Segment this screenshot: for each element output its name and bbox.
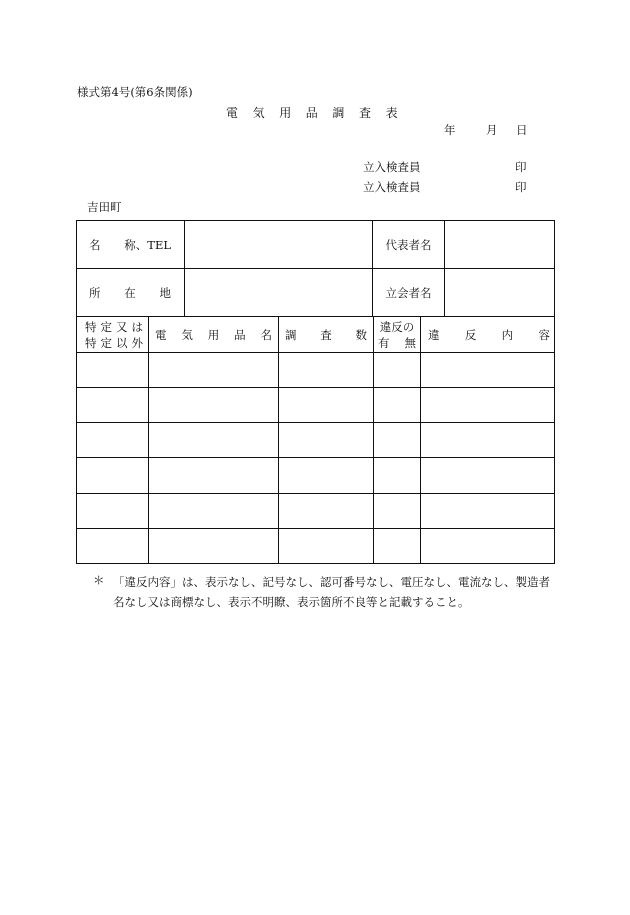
col-product-name-header: 電 気 用 品 名 bbox=[155, 327, 272, 342]
table-rule bbox=[373, 316, 374, 563]
note-mark: ＊ bbox=[93, 573, 105, 587]
seal-mark-1: 印 bbox=[515, 160, 527, 174]
inspector-label-2: 立入検査員 bbox=[363, 180, 421, 194]
document-title: 電気用品調査表 bbox=[226, 106, 413, 120]
witness-label: 立会者名 bbox=[385, 285, 432, 300]
table-rule bbox=[444, 221, 445, 316]
note-text: 「違反内容」は、表示なし、記号なし、認可番号なし、電圧なし、電流なし、製造者名なし又は商標なし、表示不明瞭、表示箇所不良等と記載すること。 bbox=[113, 575, 550, 609]
date-month: 月 bbox=[486, 123, 498, 137]
town-name: 吉田町 bbox=[87, 200, 122, 214]
date-day: 日 bbox=[516, 123, 528, 137]
table-rule bbox=[420, 316, 421, 563]
survey-table bbox=[76, 220, 555, 564]
table-rule bbox=[148, 316, 149, 563]
date-line bbox=[444, 122, 528, 138]
seal-mark-2: 印 bbox=[515, 180, 527, 194]
date-year: 年 bbox=[444, 123, 456, 137]
table-rule bbox=[278, 316, 279, 563]
inspector-label-1: 立入検査員 bbox=[363, 160, 421, 174]
name-tel-label: 名 称、TEL bbox=[89, 237, 171, 252]
representative-label: 代表者名 bbox=[385, 237, 432, 252]
col-specified-header: 特 定 又 は 特 定 以 外 bbox=[85, 319, 143, 350]
table-rule bbox=[184, 221, 185, 316]
col-survey-count-header: 調 査 数 bbox=[285, 327, 367, 342]
address-label: 所 在 地 bbox=[89, 285, 171, 300]
col-violation-header: 違反の 有 無 bbox=[378, 319, 416, 350]
form-number: 様式第4号(第6条関係) bbox=[77, 85, 193, 99]
col-violation-content-header: 違 反 内 容 bbox=[428, 327, 550, 342]
